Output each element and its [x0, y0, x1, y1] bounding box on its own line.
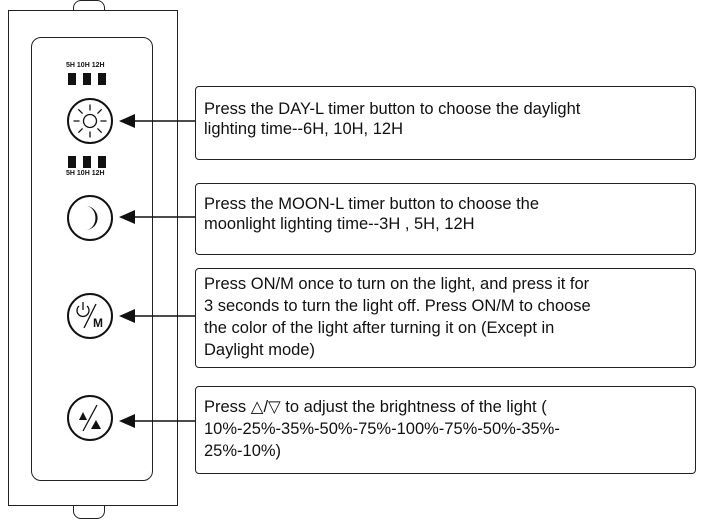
callout-line: 10%-25%-35%-50%-75%-100%-75%-50%-35%-	[204, 420, 560, 438]
day-light-callout	[195, 86, 696, 160]
callout-line: Press the MOON-L timer button to choose the	[204, 195, 540, 213]
power-mode-callout	[195, 268, 696, 368]
callout-line: Press △/▽ to adjust the brightness of the light (	[204, 398, 547, 416]
callout-line: Press ON/M once to turn on the light, and press it for	[204, 275, 590, 293]
moon-light-callout	[195, 183, 696, 255]
indicator-label: 12H	[91, 62, 105, 69]
callout-line: moonlight lighting time--3H , 5H, 12H	[204, 215, 475, 233]
indicator-label: 10H	[76, 170, 90, 177]
brightness-callout	[195, 386, 696, 474]
callout-line: the color of the light after turning it on (Except in	[204, 319, 555, 337]
indicator-label: 5H	[66, 170, 75, 177]
callout-line: lighting time--6H, 10H, 12H	[204, 120, 403, 138]
mode-label: M	[93, 316, 103, 330]
indicator-label: 5H	[66, 62, 75, 69]
callout-line: 3 seconds to turn the light off. Press ON/M to choose	[204, 297, 591, 315]
indicator-label: 12H	[91, 170, 105, 177]
callout-line: Press the DAY-L timer button to choose the daylight	[204, 100, 581, 118]
indicator-label: 10H	[76, 62, 90, 69]
callout-line: Daylight mode)	[204, 341, 315, 359]
callout-line: 25%-10%)	[204, 442, 282, 460]
